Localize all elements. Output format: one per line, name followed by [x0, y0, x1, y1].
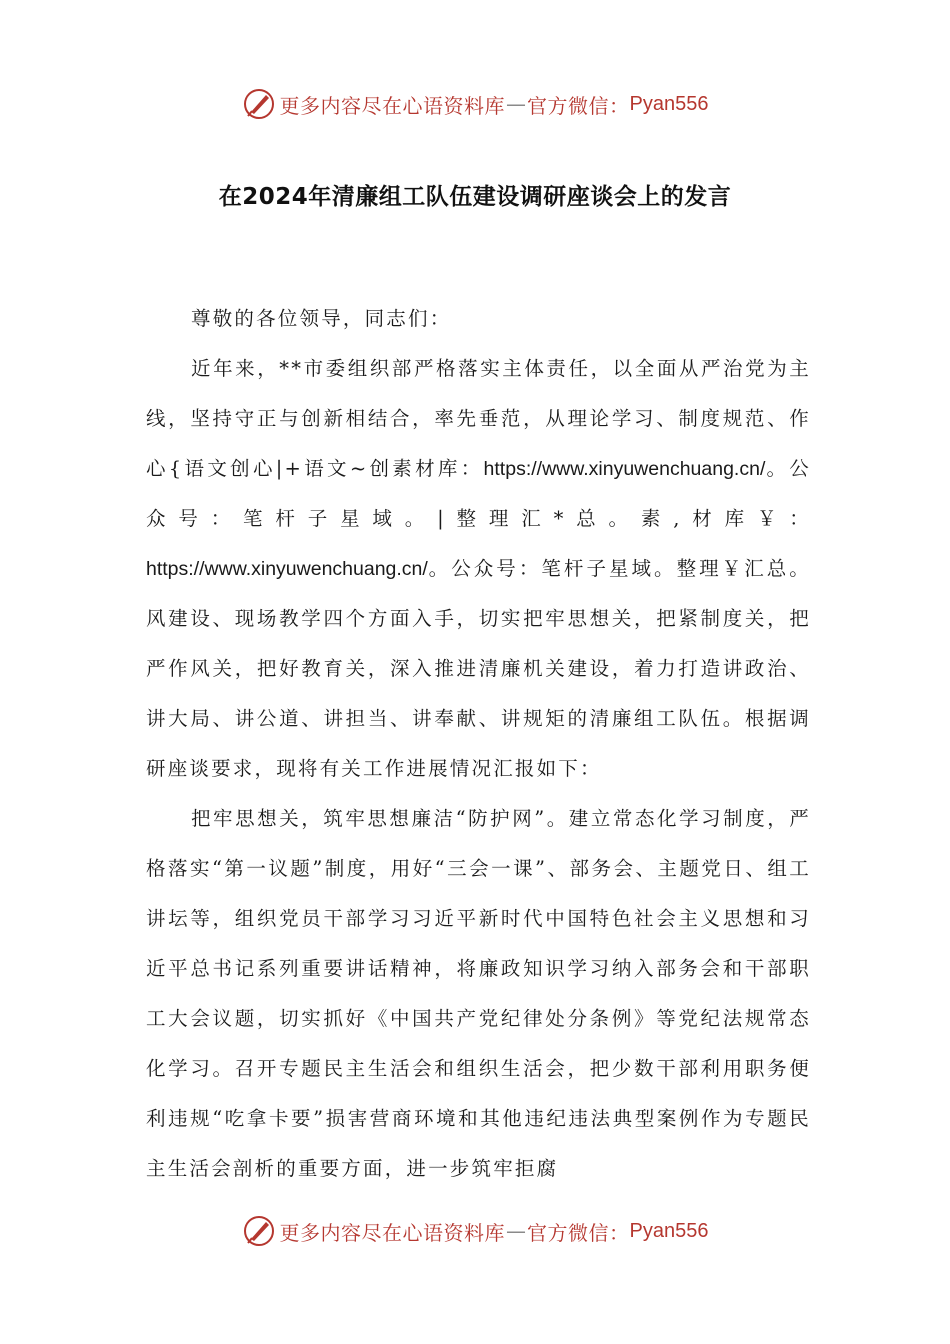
paragraph-1-text-a: 近年来，**市委组织部严格落实主体责任，以全面从严治党为主线，坚持守正与创新相结合，率先垂范，从理论学习、制度规范、作心{语文创心|+语文~创素材库： [146, 357, 811, 480]
banner-suffix: 官方微信： [527, 93, 630, 118]
paragraph-1 [146, 344, 811, 794]
banner-handle: Pyan556 [629, 1219, 709, 1242]
document-title: 在2024年清廉组工队伍建设调研座谈会上的发言 [218, 184, 732, 210]
banner-text: 更多内容尽在心语资料库 [279, 1220, 506, 1245]
paragraph-1-text-b: 。公众号：笔杆子星域。|整理汇*总。素,材库￥： [146, 457, 811, 530]
quill-pen-logo-icon [242, 87, 276, 121]
footer-banner [0, 1211, 950, 1251]
document-body [146, 294, 811, 1194]
banner-separator: — [506, 92, 527, 116]
paragraph-1-text-c: 。公众号：笔杆子星域。整理￥汇总。风建设、现场教学四个方面入手，切实把牢思想关，把紧制度关，把严作风关，把好教育关，深入推进清廉机关建设，着力打造讲政治、讲大局、讲公道、讲担当、讲奉献、讲规矩的清廉组工队伍。根据调研座谈要求，现将有关工作进展情况汇报如下： [146, 557, 811, 780]
quill-pen-logo-icon [242, 1214, 276, 1248]
header-banner [0, 84, 950, 124]
salutation: 尊敬的各位领导，同志们： [191, 307, 452, 330]
url-link-1[interactable]: https://www.xinyuwenchuang.cn/ [483, 458, 766, 480]
banner-handle: Pyan556 [629, 92, 709, 115]
banner-text: 更多内容尽在心语资料库 [279, 93, 506, 118]
banner-suffix: 官方微信： [527, 1220, 630, 1245]
url-link-2[interactable]: https://www.xinyuwenchuang.cn/ [146, 558, 428, 580]
banner-separator: — [506, 1219, 527, 1243]
paragraph-2: 把牢思想关，筑牢思想廉洁“防护网”。建立常态化学习制度，严格落实“第一议题”制度，用好“三会一课”、部务会、主题党日、组工讲坛等，组织党员干部学习习近平新时代中国特色社会主义思想和习近平总书记系列重要讲话精神，将廉政知识学习纳入部务会和干部职工大会议题，切实抓好《中国共产党纪律处分条例》等党纪法规常态化学习。召开专题民主生活会和组织生活会，把少数干部利用职务便利违规“吃拿卡要”损害营商环境和其他违纪违法典型案例作为专题民主生活会剖析的重要方面，进一步筑牢拒腐 [146, 807, 811, 1180]
